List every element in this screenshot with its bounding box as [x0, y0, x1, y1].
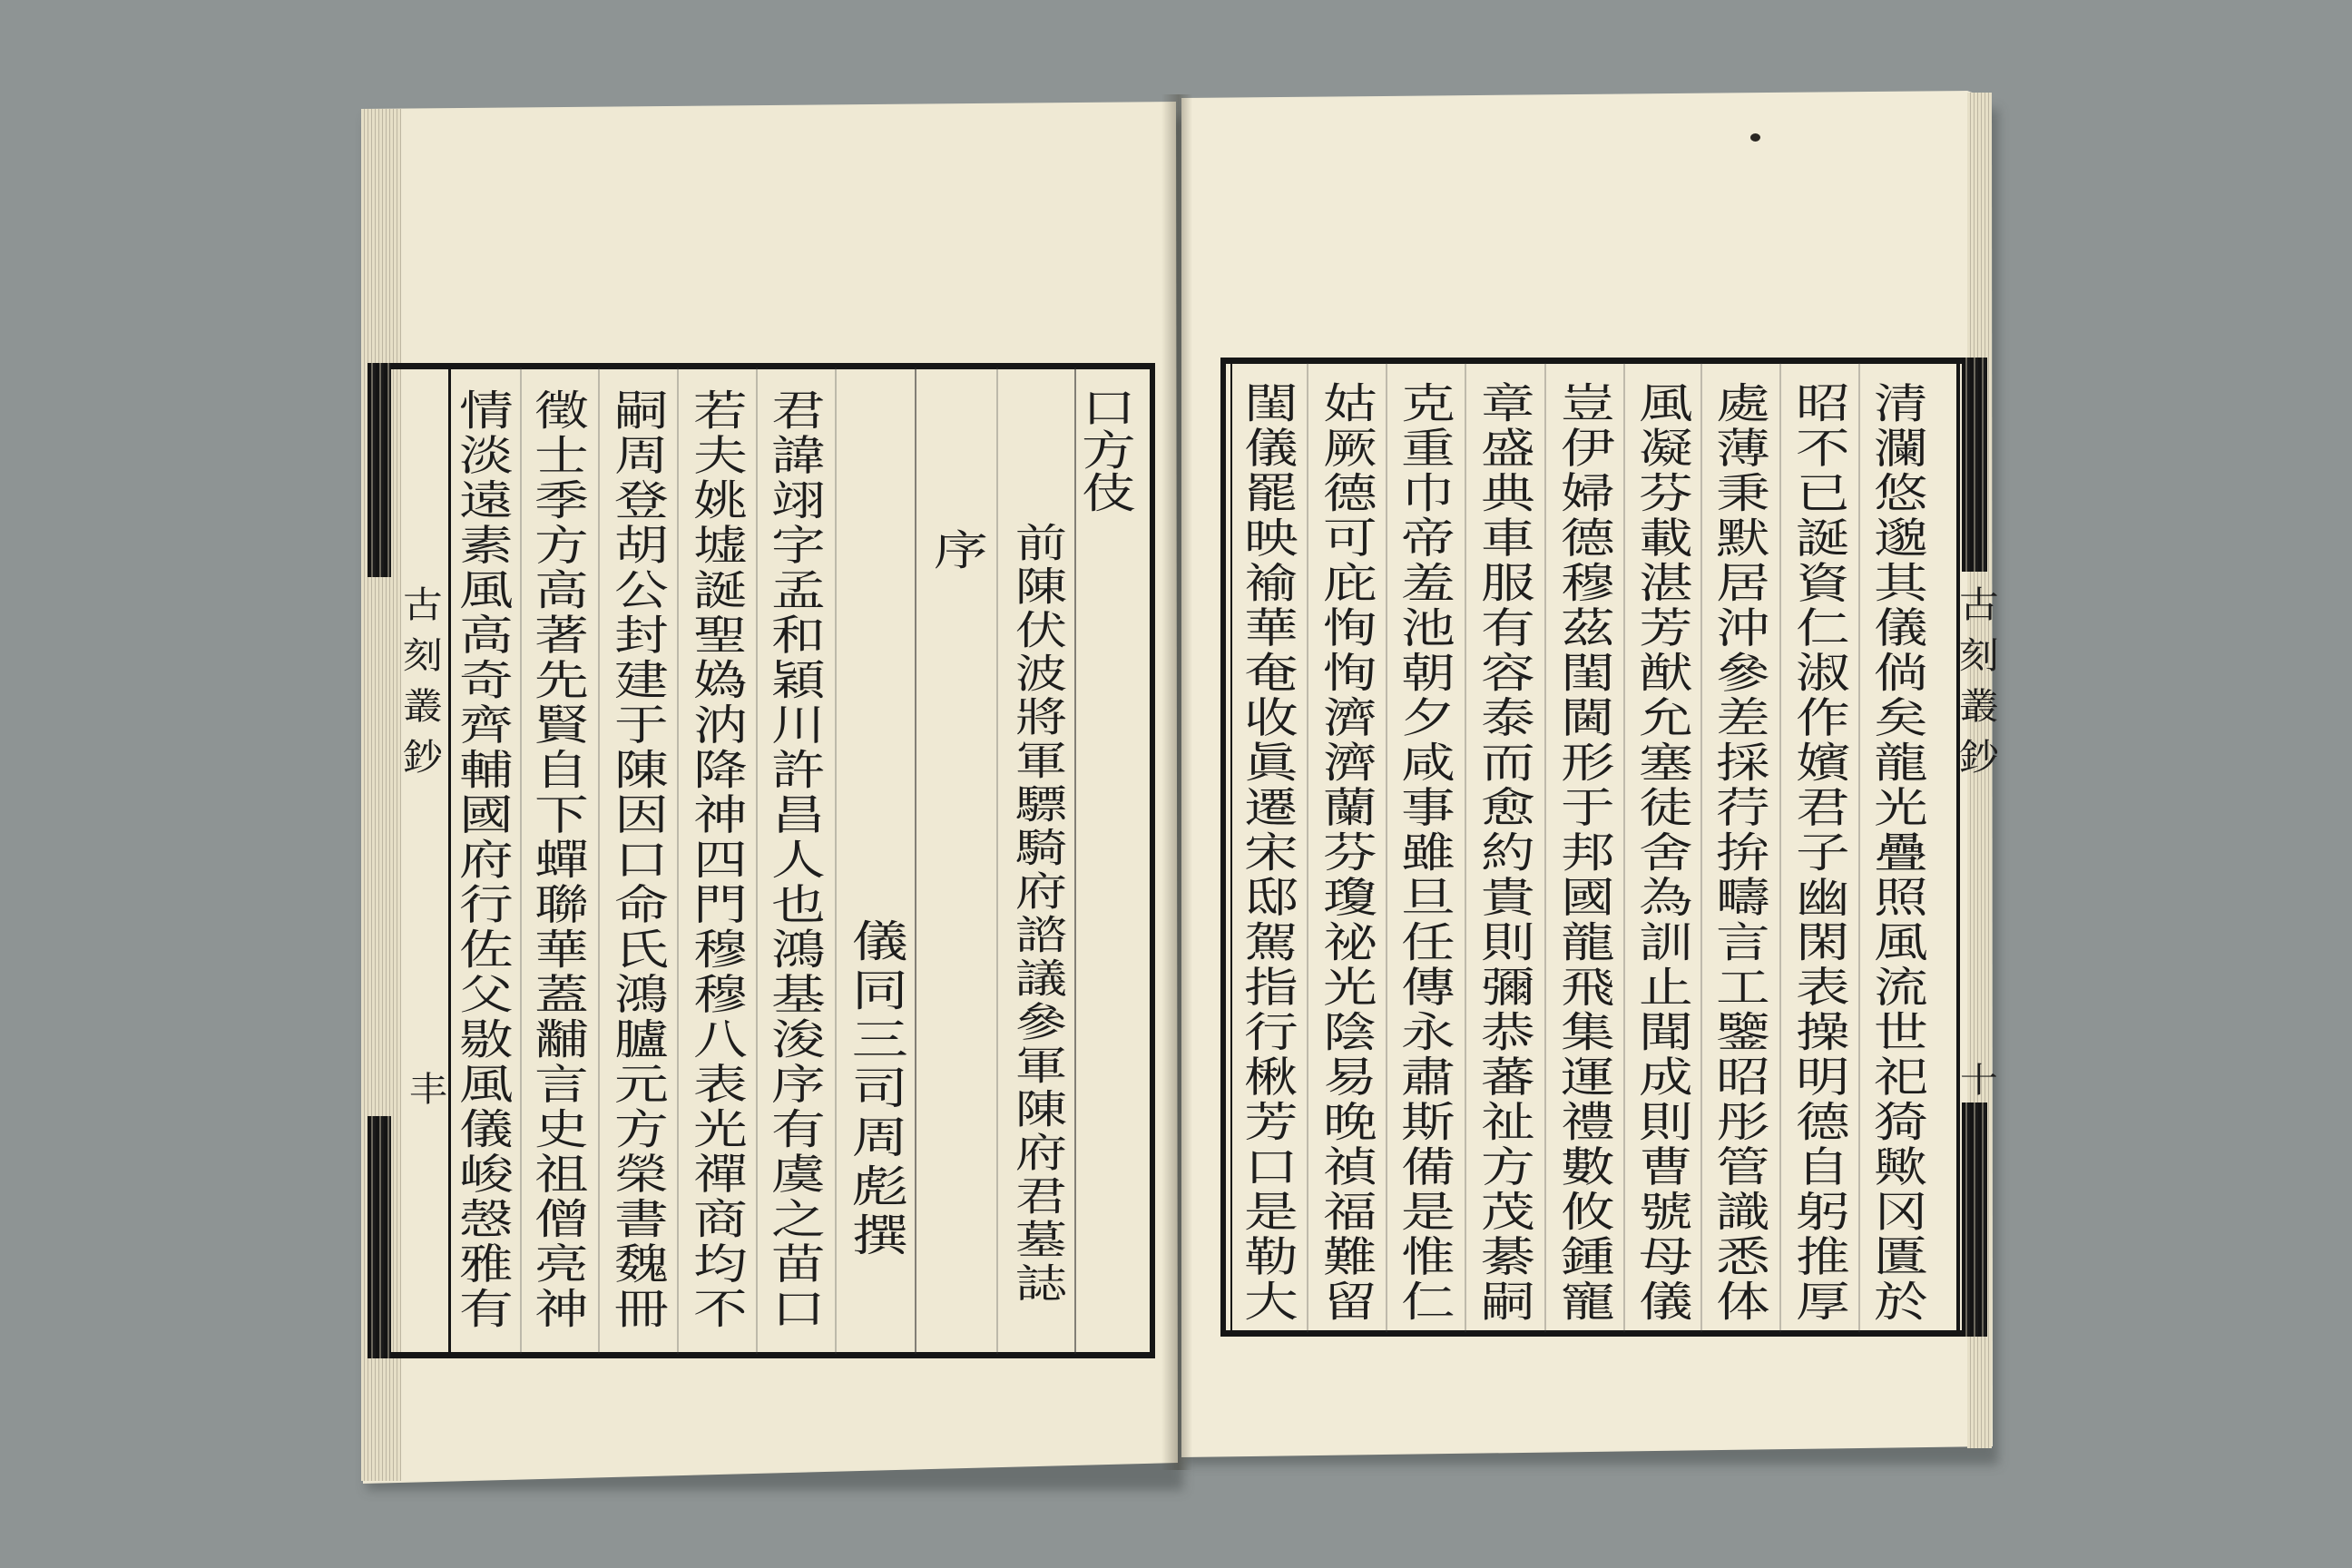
right-page-number: 十 — [1953, 1062, 1998, 1096]
left-margin-lower-band — [368, 1116, 391, 1358]
text-column: 嗣周登胡公封建于陳因口命氏鴻臚元方榮書魏冊 — [605, 388, 671, 1332]
category-label: 口方伎 — [1073, 386, 1138, 514]
text-column: 豈伊婦德穆茲閨閫形于邦國龍飛集運禮數攸鍾寵 — [1552, 381, 1617, 1325]
epitaph-heading: 前陳伏波將軍驃騎府諮議參軍陳府君墓誌 — [1005, 522, 1066, 1306]
text-column: 昭不已誕資仁淑作嬪君子幽閑表操明德自躬推厚 — [1787, 381, 1852, 1325]
author-line: 儀同三司周彪撰 — [841, 918, 908, 1261]
spine-gutter — [1161, 94, 1192, 1470]
left-margin-title: 古刻叢鈔 — [396, 585, 443, 789]
right-margin-lower-band — [1962, 1102, 1987, 1337]
text-column: 姑厥德可庇恂恂濟濟蘭芬瓊祕光陰易晚禎福難留 — [1314, 381, 1379, 1325]
text-column: 克重巾帝羞池朝夕咸事雖旦任傳永肅斯備是惟仁 — [1392, 381, 1457, 1325]
left-page-number: 丰 — [402, 1071, 447, 1105]
text-column: 閨儀罷映褕華奄收眞遷宋邸駕指行楸芳口是勒大 — [1235, 381, 1300, 1325]
ink-spot — [1750, 133, 1760, 142]
right-frame-bottom — [1220, 1330, 1965, 1337]
right-margin-title: 古刻叢鈔 — [1952, 585, 1999, 789]
right-frame-right — [1956, 358, 1960, 1337]
left-frame-bottom — [368, 1352, 1155, 1358]
right-margin-upper-band — [1962, 358, 1987, 572]
text-column: 風凝芬載湛芳猷允塞徒舍為訓止聞成則曹號母儀 — [1630, 381, 1695, 1325]
text-column: 若夫姚墟誕聖媯汭降神四門穆穆八表光禪商均不 — [684, 388, 750, 1332]
text-column: 清瀾悠邈其儀倘矣龍光疊照風流世祀猗歟冈匱於 — [1865, 381, 1930, 1325]
text-column: 處薄秉默居沖參差採荇拚疇言工鑒昭彤管識悉体 — [1707, 381, 1772, 1325]
left-margin-upper-band — [368, 363, 391, 577]
text-column: 情淡遠素風高奇齊輔國府行佐父敭風儀峻愨雅有 — [450, 388, 515, 1332]
text-column: 章盛典車服有容泰而愈約貴則彌恭蕃祉方茂綦嗣 — [1472, 381, 1537, 1325]
text-column: 君諱翊字孟和穎川許昌人也鴻基浚序有虞之苗口 — [762, 388, 828, 1332]
left-frame-top — [368, 363, 1155, 369]
right-frame-top — [1220, 358, 1965, 364]
preface-label: 序 — [925, 528, 990, 571]
text-column: 徵士季方高著先賢自下蟬聯華蓋黼言史祖僧亮神 — [525, 388, 591, 1332]
